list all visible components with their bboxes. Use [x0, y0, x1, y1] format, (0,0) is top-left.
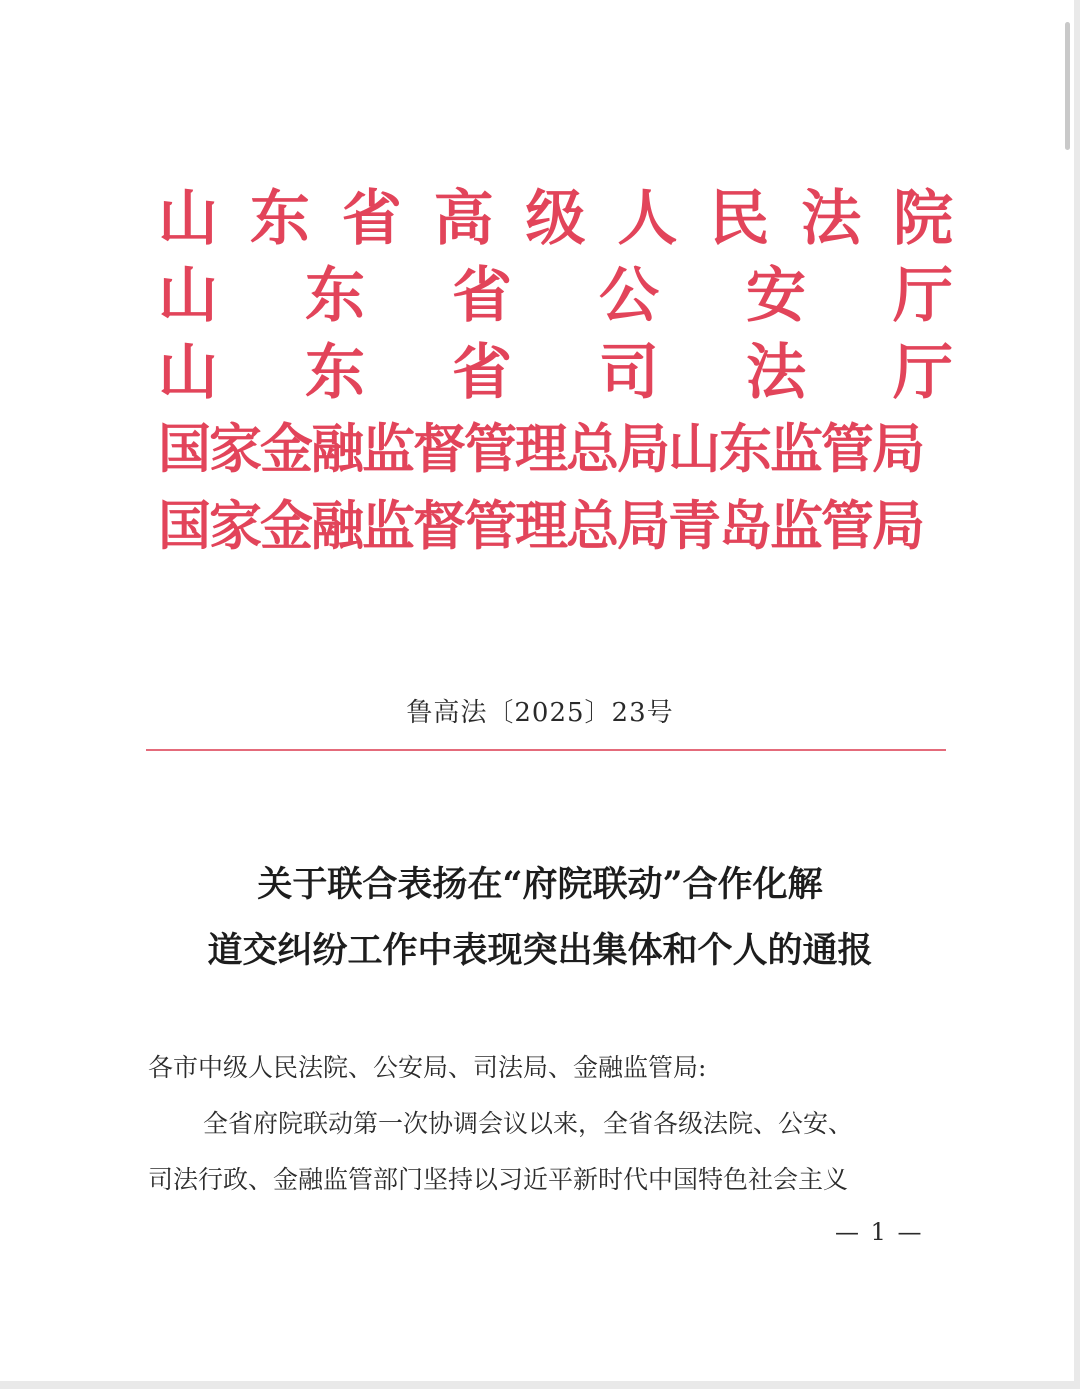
addressee: 各市中级人民法院、公安局、司法局、金融监管局:: [148, 1053, 707, 1082]
paragraph-line: 司法行政、金融监管部门坚持以习近平新时代中国特色社会主义: [148, 1165, 849, 1194]
issuer-high-court: 山 东 省 高 级 人 民 法 院: [158, 183, 953, 254]
title-line-1: 关于联合表扬在“府院联动”合作化解: [257, 864, 823, 905]
issuer-financial-shandong: 国家金融监督管理总局山东监管局: [158, 417, 923, 480]
issuing-authorities: [158, 175, 953, 560]
page-number: — 1 —: [835, 1218, 924, 1246]
paragraph-line: 全省府院联动第一次协调会议以来，全省各级法院、公安、: [203, 1109, 854, 1138]
document-body: [148, 1040, 948, 1208]
red-separator-line: [146, 749, 946, 751]
issuer-justice: 山 东 省 司 法 厅: [158, 337, 953, 408]
document-title: [0, 852, 1080, 984]
issuer-financial-qingdao: 国家金融监督管理总局青岛监管局: [158, 494, 923, 557]
issuer-public-security: 山 东 省 公 安 厅: [158, 260, 953, 331]
title-line-2: 道交纠纷工作中表现突出集体和个人的通报: [207, 930, 873, 971]
document-number: 鲁高法〔2025〕23号: [406, 698, 674, 728]
scrollbar-thumb[interactable]: [1065, 22, 1070, 150]
